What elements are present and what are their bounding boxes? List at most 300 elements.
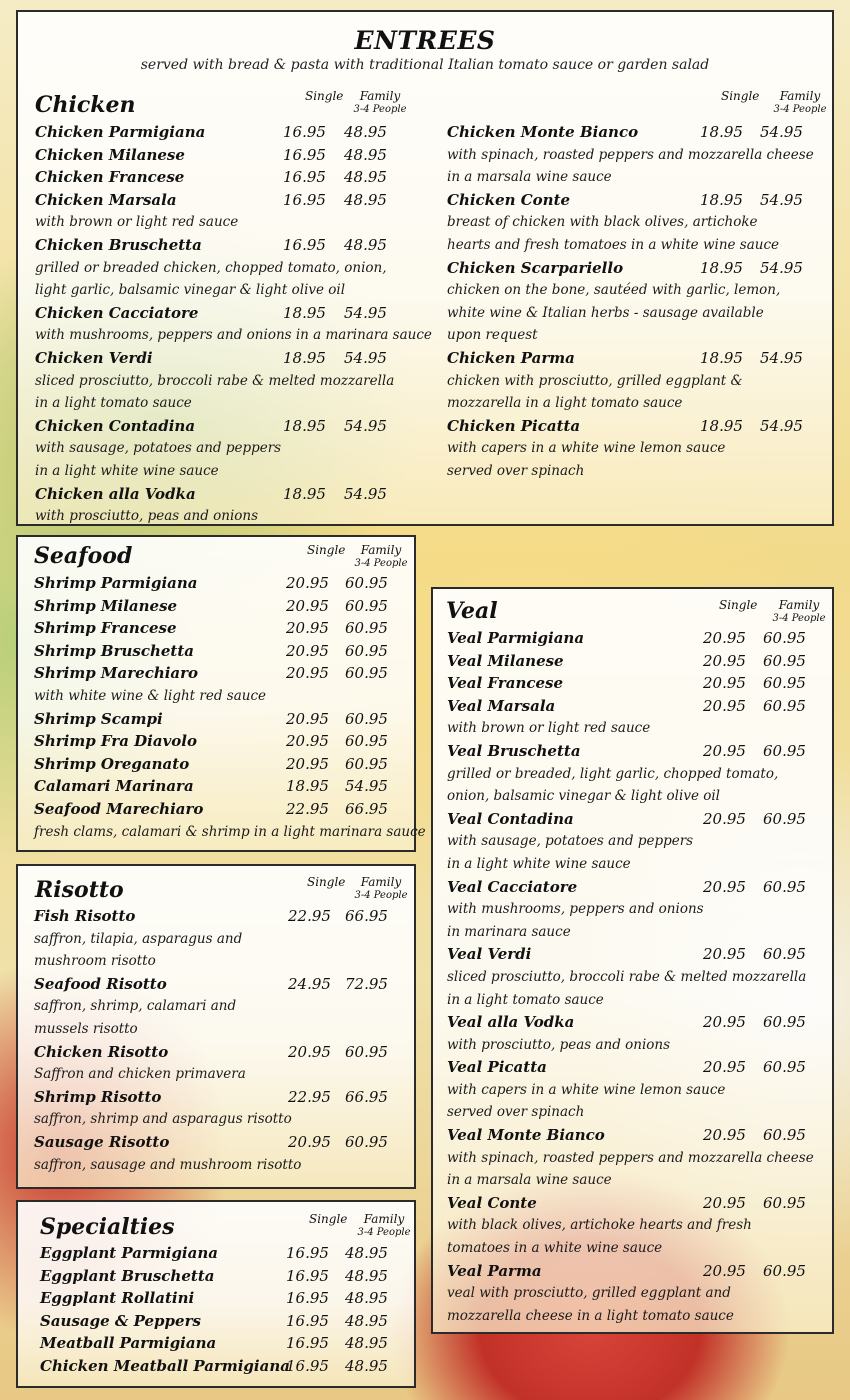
price-family: 60.95 <box>345 664 388 683</box>
price-single: 20.95 <box>703 696 746 715</box>
description-text: in a marsala wine sauce <box>447 169 612 186</box>
menu-item <box>40 1357 420 1380</box>
item-name: Shrimp Risotto <box>34 1087 162 1106</box>
item-name: Fish Risotto <box>34 907 136 925</box>
col-head-family: Family 3-4 People <box>354 543 408 569</box>
price-family: 48.95 <box>345 1356 388 1375</box>
price-family: 54.95 <box>760 190 803 209</box>
chicken-panel <box>16 10 834 526</box>
price-family: 54.95 <box>344 484 387 503</box>
item-description <box>34 930 414 953</box>
menu-item <box>447 629 832 652</box>
price-single: 16.95 <box>283 168 326 187</box>
item-description <box>447 1171 832 1194</box>
item-name: Veal Milanese <box>447 651 564 670</box>
item-name: Shrimp Fra Diavolo <box>34 732 198 751</box>
menu-item <box>40 1289 420 1312</box>
price-single: 16.95 <box>283 235 326 254</box>
item-description <box>447 1284 832 1307</box>
price-family: 60.95 <box>345 619 388 638</box>
item-description <box>447 1103 832 1126</box>
item-name: Seafood Risotto <box>34 974 167 993</box>
item-description <box>447 304 827 327</box>
item-name: Shrimp Parmigiana <box>34 574 198 592</box>
menu-item <box>40 1312 420 1335</box>
item-description <box>447 281 827 304</box>
item-name: Veal Cacciatore <box>447 877 578 896</box>
menu-item <box>34 800 414 823</box>
item-name: Chicken Parmigiana <box>35 123 206 141</box>
menu-item <box>447 878 832 901</box>
item-name: Chicken Marsala <box>35 190 177 209</box>
price-single: 20.95 <box>703 809 746 828</box>
price-single: 20.95 <box>286 596 329 615</box>
menu-item <box>34 664 414 687</box>
menu-item <box>447 674 832 697</box>
price-family: 60.95 <box>763 1126 806 1145</box>
menu-item <box>34 732 414 755</box>
description-text: in a light tomato sauce <box>35 395 192 412</box>
item-description <box>35 326 432 349</box>
col-head-family: Family 3-4 People <box>354 875 408 901</box>
price-single: 20.95 <box>703 1013 746 1032</box>
price-family: 48.95 <box>345 1266 388 1285</box>
price-single: 18.95 <box>283 416 326 435</box>
menu-item <box>35 236 415 259</box>
price-single: 16.95 <box>286 1356 329 1375</box>
price-single: 18.95 <box>700 258 743 277</box>
col-head-family: Family 3-4 People <box>772 598 826 624</box>
price-family: 60.95 <box>345 641 388 660</box>
item-description <box>35 507 415 530</box>
price-family: 48.95 <box>345 1311 388 1330</box>
menu-item <box>34 642 414 665</box>
price-single: 18.95 <box>700 190 743 209</box>
menu-item <box>447 810 832 833</box>
price-family: 60.95 <box>763 629 806 647</box>
description-text: onion, balsamic vinegar & light olive oil <box>447 788 720 805</box>
price-family: 54.95 <box>344 416 387 435</box>
price-single: 20.95 <box>286 754 329 773</box>
price-family: 60.95 <box>763 877 806 896</box>
menu-item <box>447 1126 832 1149</box>
item-description <box>447 168 827 191</box>
price-family: 72.95 <box>345 974 388 993</box>
menu-item <box>35 191 415 214</box>
description-text: chicken with prosciutto, grilled eggplant & <box>447 372 743 389</box>
price-family: 60.95 <box>763 1013 806 1032</box>
price-family: 60.95 <box>345 1042 388 1061</box>
item-name: Eggplant Bruschetta <box>40 1266 215 1285</box>
item-name: Seafood Marechiaro <box>34 799 204 818</box>
price-single: 16.95 <box>283 123 326 141</box>
item-description <box>447 923 832 946</box>
menu-item <box>34 755 414 778</box>
menu-item <box>447 1058 832 1081</box>
description-text: with brown or light red sauce <box>447 720 651 737</box>
menu-item <box>34 597 414 620</box>
description-text: with mushrooms, peppers and onions in a marinara sauce <box>35 327 432 344</box>
price-single: 20.95 <box>286 664 329 683</box>
price-family: 60.95 <box>763 696 806 715</box>
item-description <box>447 372 827 395</box>
menu-item <box>447 742 832 765</box>
item-name: Veal Picatta <box>447 1058 547 1077</box>
menu-item <box>35 146 415 169</box>
item-name: Chicken Cacciatore <box>35 303 199 322</box>
price-single: 20.95 <box>703 629 746 647</box>
menu-item <box>447 349 827 372</box>
price-single: 20.95 <box>703 741 746 760</box>
item-description <box>447 1036 832 1059</box>
price-family: 60.95 <box>345 1132 388 1151</box>
price-family: 54.95 <box>344 303 387 322</box>
item-description <box>447 968 832 991</box>
description-text: served over spinach <box>447 462 585 479</box>
section-title-chicken: Chicken <box>35 92 136 118</box>
price-family: 54.95 <box>760 123 803 141</box>
menu-item <box>447 191 827 214</box>
price-single: 18.95 <box>700 348 743 367</box>
price-single: 16.95 <box>283 145 326 164</box>
item-description <box>447 719 832 742</box>
item-name: Chicken Conte <box>447 190 571 209</box>
section-title-specialties: Specialties <box>40 1214 175 1240</box>
price-family: 48.95 <box>345 1244 388 1262</box>
price-single: 18.95 <box>700 416 743 435</box>
menu-item <box>34 975 414 998</box>
item-name: Shrimp Scampi <box>34 709 163 728</box>
item-name: Chicken Parma <box>447 348 575 367</box>
item-name: Meatball Parmigiana <box>40 1334 217 1353</box>
menu-item <box>447 1262 832 1285</box>
description-text: with spinach, roasted peppers and mozzarella cheese <box>447 1149 814 1166</box>
price-single: 16.95 <box>286 1266 329 1285</box>
item-name: Veal alla Vodka <box>447 1013 575 1032</box>
item-name: Chicken Bruschetta <box>35 235 202 254</box>
item-description <box>35 462 415 485</box>
item-name: Chicken Francese <box>35 168 185 187</box>
price-single: 18.95 <box>283 348 326 367</box>
price-family: 66.95 <box>345 907 388 925</box>
price-single: 20.95 <box>703 1193 746 1212</box>
description-text: saffron, sausage and mushroom risotto <box>34 1156 302 1173</box>
description-text: with sausage, potatoes and peppers <box>447 833 694 850</box>
price-single: 20.95 <box>703 674 746 693</box>
price-family: 54.95 <box>345 777 388 796</box>
specialties-panel <box>16 1200 416 1388</box>
menu-item <box>34 619 414 642</box>
price-family: 60.95 <box>763 741 806 760</box>
col-head-single: Single <box>307 875 346 889</box>
item-description <box>34 687 414 710</box>
item-name: Chicken alla Vodka <box>35 484 196 503</box>
veal-panel <box>431 587 834 1334</box>
price-single: 20.95 <box>703 877 746 896</box>
description-text: fresh clams, calamari & shrimp in a light marinara sauce <box>34 823 426 840</box>
description-text: in marinara sauce <box>447 923 571 940</box>
item-name: Chicken Scarpariello <box>447 258 624 277</box>
item-description <box>447 1149 832 1172</box>
menu-item <box>35 168 415 191</box>
price-family: 60.95 <box>763 809 806 828</box>
item-name: Veal Contadina <box>447 809 574 828</box>
description-text: in a light white wine sauce <box>35 462 219 479</box>
menu-item <box>40 1334 420 1357</box>
section-title-veal: Veal <box>446 598 498 624</box>
price-family: 60.95 <box>763 945 806 964</box>
price-family: 48.95 <box>345 1334 388 1353</box>
item-name: Calamari Marinara <box>34 777 194 796</box>
item-description <box>447 1307 832 1330</box>
description-text: with capers in a white wine lemon sauce <box>447 1081 726 1098</box>
description-text: in a light tomato sauce <box>447 991 604 1008</box>
item-description <box>447 900 832 923</box>
col-head-single: Single <box>305 89 344 103</box>
menu-item <box>447 123 827 146</box>
price-family: 60.95 <box>345 596 388 615</box>
description-text: mussels risotto <box>34 1020 138 1037</box>
item-description <box>447 765 832 788</box>
price-family: 66.95 <box>345 799 388 818</box>
price-family: 60.95 <box>345 732 388 751</box>
price-single: 20.95 <box>286 709 329 728</box>
price-single: 16.95 <box>286 1289 329 1308</box>
item-description <box>447 1239 832 1262</box>
description-text: sliced prosciutto, broccoli rabe & melted mozzarella <box>447 968 807 985</box>
description-text: mozzarella in a light tomato sauce <box>447 395 683 412</box>
description-text: with mushrooms, peppers and onions <box>447 901 704 918</box>
description-text: chicken on the bone, sautéed with garlic, lemon, <box>447 282 781 299</box>
item-description <box>35 213 415 236</box>
col-head-family: Family 3-4 People <box>357 1212 411 1238</box>
item-name: Sausage Risotto <box>34 1132 170 1151</box>
description-text: white wine & Italian herbs - sausage available <box>447 304 764 321</box>
price-single: 16.95 <box>286 1244 329 1262</box>
price-single: 20.95 <box>286 619 329 638</box>
item-name: Chicken Verdi <box>35 348 153 367</box>
item-name: Chicken Contadina <box>35 416 196 435</box>
menu-item <box>35 485 415 508</box>
menu-item <box>34 907 414 930</box>
chicken-list-left <box>35 123 432 530</box>
price-single: 20.95 <box>703 1261 746 1280</box>
price-family: 60.95 <box>763 651 806 670</box>
description-text: with black olives, artichoke hearts and fresh <box>447 1217 752 1234</box>
item-description <box>447 394 827 417</box>
description-text: grilled or breaded, light garlic, chopped tomato, <box>447 765 779 782</box>
price-family: 48.95 <box>345 1289 388 1308</box>
item-description <box>447 855 832 878</box>
description-text: saffron, tilapia, asparagus and <box>34 930 243 947</box>
item-name: Veal Parmigiana <box>447 629 585 647</box>
description-text: in a light white wine sauce <box>447 855 631 872</box>
price-single: 22.95 <box>288 907 331 925</box>
item-description <box>447 213 827 236</box>
description-text: with brown or light red sauce <box>35 214 239 231</box>
item-description <box>35 439 415 462</box>
price-family: 48.95 <box>344 145 387 164</box>
menu-item <box>35 417 415 440</box>
price-family: 60.95 <box>345 709 388 728</box>
description-text: saffron, shrimp, calamari and <box>34 998 237 1015</box>
price-single: 20.95 <box>288 1042 331 1061</box>
price-family: 60.95 <box>763 1261 806 1280</box>
item-name: Veal Parma <box>447 1261 542 1280</box>
description-text: sliced prosciutto, broccoli rabe & melted mozzarella <box>35 372 395 389</box>
menu-item <box>34 710 414 733</box>
item-description <box>447 1216 832 1239</box>
description-text: with white wine & light red sauce <box>34 687 266 704</box>
price-single: 20.95 <box>703 1058 746 1077</box>
menu-item <box>447 697 832 720</box>
item-name: Veal Marsala <box>447 696 556 715</box>
section-title-risotto: Risotto <box>35 877 124 903</box>
item-description <box>447 1081 832 1104</box>
description-text: hearts and fresh tomatoes in a white wine sauce <box>447 236 780 253</box>
price-family: 60.95 <box>763 1058 806 1077</box>
description-text: with sausage, potatoes and peppers <box>35 440 282 457</box>
risotto-list <box>34 907 414 1178</box>
item-description <box>34 1020 414 1043</box>
menu-item <box>34 1043 414 1066</box>
price-single: 16.95 <box>286 1311 329 1330</box>
menu-item <box>35 123 415 146</box>
item-description <box>34 823 426 846</box>
price-family: 48.95 <box>344 235 387 254</box>
risotto-panel <box>16 864 416 1189</box>
item-name: Sausage & Peppers <box>40 1311 201 1330</box>
col-head-family: Family 3-4 People <box>353 89 407 115</box>
item-name: Shrimp Marechiaro <box>34 664 199 683</box>
menu-item <box>34 1088 414 1111</box>
item-description <box>35 281 415 304</box>
price-family: 60.95 <box>763 1193 806 1212</box>
description-text: with prosciutto, peas and onions <box>447 1036 671 1053</box>
price-family: 60.95 <box>345 574 388 592</box>
description-text: with spinach, roasted peppers and mozzarella cheese <box>447 146 814 163</box>
menu-item <box>35 304 415 327</box>
price-single: 20.95 <box>286 732 329 751</box>
menu-item <box>447 417 827 440</box>
description-text: mozzarella cheese in a light tomato sauce <box>447 1307 734 1324</box>
description-text: with prosciutto, peas and onions <box>35 508 259 525</box>
menu-item <box>40 1267 420 1290</box>
seafood-list <box>34 574 426 845</box>
item-description <box>34 952 414 975</box>
menu-item <box>35 349 415 372</box>
description-text: Saffron and chicken primavera <box>34 1066 246 1083</box>
item-description <box>447 146 827 169</box>
item-description <box>447 439 827 462</box>
price-family: 48.95 <box>344 190 387 209</box>
item-name: Chicken Meatball Parmigiana <box>40 1356 290 1375</box>
item-description <box>447 832 832 855</box>
description-text: served over spinach <box>447 1104 585 1121</box>
description-text: with capers in a white wine lemon sauce <box>447 440 726 457</box>
menu-item <box>40 1244 420 1267</box>
item-name: Chicken Picatta <box>447 416 581 435</box>
price-single: 22.95 <box>286 799 329 818</box>
menu-item <box>447 1013 832 1036</box>
seafood-panel <box>16 535 426 852</box>
price-single: 20.95 <box>703 651 746 670</box>
item-name: Veal Monte Bianco <box>447 1126 605 1145</box>
menu-item <box>447 1194 832 1217</box>
item-name: Shrimp Francese <box>34 619 177 638</box>
item-description <box>34 1110 414 1133</box>
item-description <box>447 326 827 349</box>
item-description <box>35 259 415 282</box>
item-description <box>447 462 827 485</box>
description-text: in a marsala wine sauce <box>447 1172 612 1189</box>
item-name: Shrimp Milanese <box>34 596 178 615</box>
item-name: Veal Bruschetta <box>447 741 581 760</box>
price-single: 20.95 <box>703 1126 746 1145</box>
item-description <box>35 372 415 395</box>
description-text: upon request <box>447 327 538 344</box>
description-text: breast of chicken with black olives, artichoke <box>447 214 758 231</box>
price-single: 22.95 <box>288 1087 331 1106</box>
description-text: mushroom risotto <box>34 953 156 970</box>
item-name: Shrimp Oreganato <box>34 754 190 773</box>
price-family: 66.95 <box>345 1087 388 1106</box>
page-subtitle: served with bread & pasta with traditional Italian tomato sauce or garden salad <box>140 57 710 73</box>
col-head-single: Single <box>309 1212 348 1226</box>
price-single: 18.95 <box>700 123 743 141</box>
page-title: ENTREES <box>354 26 496 55</box>
section-title-seafood: Seafood <box>34 543 133 569</box>
col-head-family: Family 3-4 People <box>773 89 827 115</box>
price-single: 16.95 <box>283 190 326 209</box>
item-description <box>447 787 832 810</box>
item-name: Veal Francese <box>447 674 564 693</box>
menu-item <box>447 652 832 675</box>
item-name: Chicken Monte Bianco <box>447 123 639 141</box>
col-head-single: Single <box>721 89 760 103</box>
price-single: 20.95 <box>703 945 746 964</box>
item-name: Eggplant Rollatini <box>40 1289 195 1308</box>
price-family: 54.95 <box>760 348 803 367</box>
price-single: 20.95 <box>288 1132 331 1151</box>
description-text: saffron, shrimp and asparagus risotto <box>34 1111 292 1128</box>
price-family: 54.95 <box>760 258 803 277</box>
price-family: 54.95 <box>344 348 387 367</box>
col-head-single: Single <box>307 543 346 557</box>
menu-item <box>447 945 832 968</box>
price-single: 18.95 <box>283 303 326 322</box>
item-name: Shrimp Bruschetta <box>34 641 195 660</box>
price-family: 54.95 <box>760 416 803 435</box>
chicken-list-right <box>447 123 827 485</box>
price-single: 16.95 <box>286 1334 329 1353</box>
description-text: light garlic, balsamic vinegar & light olive oil <box>35 282 346 299</box>
price-single: 20.95 <box>286 574 329 592</box>
item-name: Veal Verdi <box>447 945 532 964</box>
menu-item <box>34 777 414 800</box>
menu-item <box>34 574 414 597</box>
item-name: Veal Conte <box>447 1193 537 1212</box>
item-name: Chicken Milanese <box>35 145 185 164</box>
price-family: 48.95 <box>344 123 387 141</box>
item-description <box>34 1065 414 1088</box>
description-text: veal with prosciutto, grilled eggplant and <box>447 1285 731 1302</box>
item-description <box>34 1156 414 1179</box>
menu-item <box>447 259 827 282</box>
item-description <box>35 394 415 417</box>
price-family: 60.95 <box>763 674 806 693</box>
menu-item <box>34 1133 414 1156</box>
